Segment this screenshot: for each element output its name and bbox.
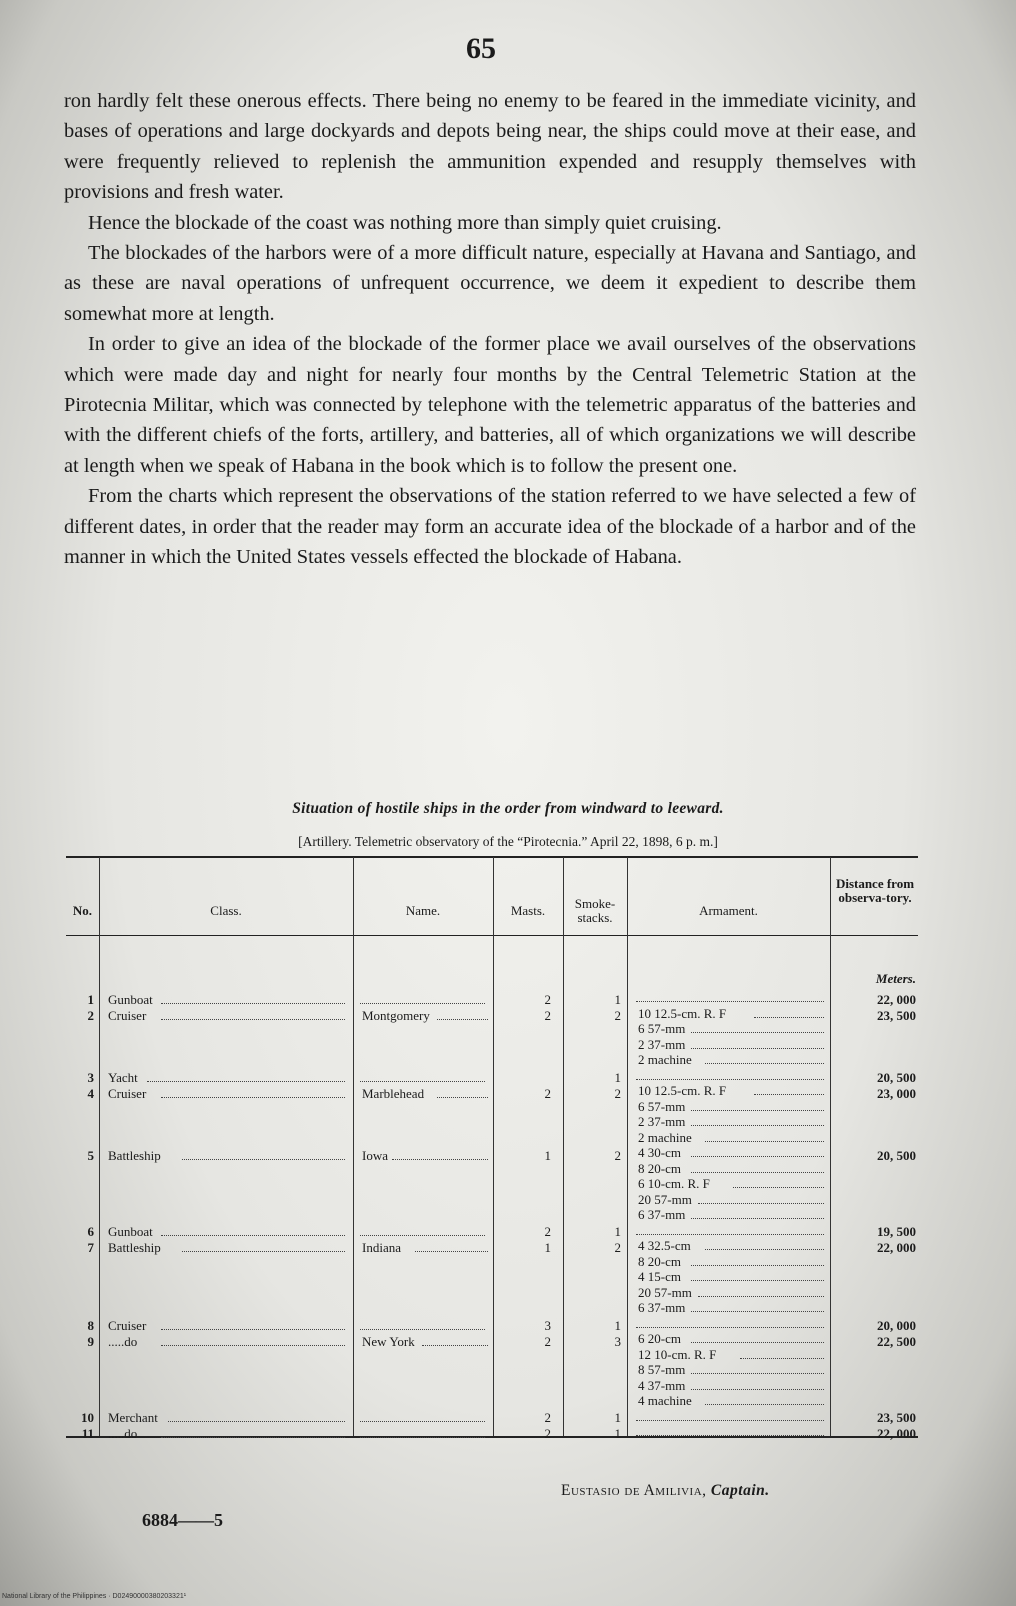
- armament-line: 12 10-cm. R. F: [638, 1346, 717, 1362]
- armament-line: 8 20-cm: [638, 1160, 681, 1176]
- armament-line: 20 57-mm: [638, 1284, 692, 1300]
- row-class: .....do: [108, 1334, 138, 1349]
- header-armament: Armament.: [699, 903, 758, 918]
- dot-leader: [636, 1079, 824, 1080]
- row-number: 11: [81, 1426, 94, 1441]
- dot-leader: [698, 1296, 824, 1297]
- dot-leader: [691, 1048, 824, 1049]
- body-text: [64, 86, 916, 573]
- row-name: Marblehead: [362, 1086, 425, 1101]
- armament-line: 6 37-mm: [638, 1300, 686, 1315]
- armament-line: 8 57-mm: [638, 1362, 686, 1377]
- table-top-rule: [66, 856, 918, 858]
- row-class: Cruiser: [108, 1008, 147, 1023]
- dot-leader: [636, 1420, 824, 1421]
- dot-leader: [691, 1172, 824, 1173]
- row-class: .....do: [108, 1426, 138, 1441]
- header-smokestacks: Smoke-stacks.: [574, 896, 616, 925]
- dot-leader: [360, 1003, 485, 1004]
- dot-leader: [392, 1159, 488, 1160]
- dot-leader: [636, 1327, 824, 1328]
- dot-leader: [161, 1003, 345, 1004]
- row-number: 10: [81, 1410, 94, 1425]
- row-class: Gunboat: [108, 1224, 153, 1239]
- distance-unit: Meters.: [875, 971, 916, 986]
- dot-leader: [636, 1435, 824, 1436]
- row-smokestacks: 1: [614, 1070, 621, 1085]
- table-header-rule: [66, 935, 918, 936]
- armament-line: 2 machine: [638, 1052, 692, 1067]
- row-class: Gunboat: [108, 992, 153, 1007]
- row-distance: 22, 500: [877, 1334, 916, 1349]
- dot-leader: [705, 1141, 824, 1142]
- armament-line: 4 37-mm: [638, 1377, 686, 1393]
- dot-leader: [360, 1081, 485, 1082]
- row-name: New York: [362, 1334, 415, 1349]
- row-name: Iowa: [362, 1148, 388, 1163]
- dot-leader: [636, 1234, 824, 1235]
- dot-leader: [740, 1358, 824, 1359]
- armament-line: 6 20-cm: [638, 1331, 681, 1346]
- row-smokestacks: 1: [614, 992, 621, 1007]
- signature-name: Eustasio de Amilivia,: [561, 1482, 707, 1499]
- dot-leader: [161, 1329, 345, 1330]
- dot-leader: [360, 1421, 485, 1422]
- row-masts: 2: [544, 1410, 551, 1425]
- dot-leader: [705, 1063, 824, 1064]
- table-subtitle: [Artillery. Telemetric observatory of the “Pirotecnia.” April 22, 1898, 6 p. m.]: [298, 834, 718, 849]
- row-class: Battleship: [108, 1148, 161, 1163]
- row-smokestacks: 1: [614, 1426, 621, 1441]
- row-number: 4: [87, 1086, 94, 1101]
- row-distance: 20, 000: [877, 1318, 916, 1333]
- dot-leader: [182, 1251, 345, 1252]
- armament-line: 4 15-cm: [638, 1269, 681, 1284]
- header-distance: Distance from observa-tory.: [835, 876, 915, 905]
- row-masts: 2: [544, 992, 551, 1007]
- row-number: 6: [87, 1224, 94, 1239]
- dot-leader: [168, 1421, 345, 1422]
- header-masts: Masts.: [510, 903, 546, 918]
- row-number: 1: [87, 992, 94, 1007]
- row-number: 9: [87, 1334, 94, 1349]
- page-number: 65: [466, 32, 496, 65]
- header-name: Name.: [405, 903, 441, 918]
- armament-line: 6 10-cm. R. F: [638, 1176, 710, 1191]
- dot-leader: [691, 1280, 824, 1281]
- column-divider: [627, 857, 628, 1436]
- dot-leader: [147, 1081, 345, 1082]
- dot-leader: [691, 1389, 824, 1390]
- dot-leader: [691, 1156, 824, 1157]
- dot-leader: [733, 1187, 824, 1188]
- row-class: Yacht: [108, 1070, 138, 1085]
- dot-leader: [161, 1097, 345, 1098]
- paragraph-3: The blockades of the harbors were of a more difficult nature, especially at Havana and Santiago, and as these are naval operations of unfrequent occurrence, we deem it expedient to describe them somewhat more at length.: [64, 242, 916, 325]
- armament-line: 2 37-mm: [638, 1036, 686, 1052]
- row-number: 8: [87, 1318, 94, 1333]
- dot-leader: [691, 1218, 824, 1219]
- dot-leader: [691, 1032, 824, 1033]
- row-class: Cruiser: [108, 1318, 147, 1333]
- row-masts: 2: [544, 1426, 551, 1441]
- row-masts: 2: [544, 1334, 551, 1349]
- armament-line: 4 30-cm: [638, 1145, 681, 1160]
- row-number: 2: [87, 1008, 94, 1023]
- paragraph-4: In order to give an idea of the blockade of the former place we avail ourselves of the observations which were made day and night for nearly four months by the Central Telemetric Station at the Pirotecnia Militar, which was connected by telephone with the telemetric apparatus of the batteries and with the different chiefs of the forts, artillery, and batteries, all of which organizations we will describe at length when we speak of Habana in the book which is to follow the present one.: [64, 333, 916, 477]
- armament-line: 2 machine: [638, 1129, 692, 1145]
- armament-line: 8 20-cm: [638, 1253, 681, 1269]
- armament-line: 4 32.5-cm: [638, 1238, 691, 1253]
- dot-leader: [691, 1265, 824, 1266]
- library-stamp: National Library of the Philippines · D02490000380203321¹: [2, 1593, 187, 1600]
- armament-line: 6 57-mm: [638, 1021, 686, 1036]
- row-smokestacks: 2: [614, 1008, 621, 1023]
- dot-leader: [415, 1251, 489, 1252]
- header-no: No.: [72, 903, 93, 918]
- row-distance: 19, 500: [877, 1224, 916, 1239]
- table-title: Situation of hostile ships in the order from windward to leeward.: [292, 800, 724, 817]
- row-name: Montgomery: [362, 1008, 430, 1023]
- header-class: Class.: [210, 903, 242, 918]
- dot-leader: [691, 1110, 824, 1111]
- dot-leader: [360, 1437, 485, 1438]
- row-distance: 22, 000: [877, 1240, 916, 1255]
- armament-line: 6 57-mm: [638, 1098, 686, 1114]
- paragraph-5: From the charts which represent the observations of the station referred to we have selected a few of different dates, in order that the reader may form an accurate idea of the blockade of a harbor and of the manner in which the United States vessels effected the blockade of Habana.: [64, 485, 916, 569]
- row-class: Merchant: [108, 1410, 158, 1425]
- row-number: 7: [87, 1240, 94, 1255]
- row-smokestacks: 3: [614, 1334, 621, 1349]
- row-class: Battleship: [108, 1240, 161, 1255]
- paragraph-2: Hence the blockade of the coast was nothing more than simply quiet cruising.: [88, 211, 722, 234]
- dot-leader: [437, 1019, 488, 1020]
- row-distance: 20, 500: [877, 1070, 916, 1085]
- column-divider: [830, 857, 831, 1436]
- row-number: 5: [87, 1148, 94, 1163]
- row-masts: 3: [544, 1318, 551, 1333]
- dot-leader: [691, 1373, 824, 1374]
- dot-leader: [691, 1342, 824, 1343]
- dot-leader: [161, 1235, 345, 1236]
- dot-leader: [360, 1329, 485, 1330]
- armament-line: 4 machine: [638, 1393, 692, 1408]
- row-smokestacks: 2: [614, 1148, 621, 1163]
- row-smokestacks: 1: [614, 1224, 621, 1239]
- dot-leader: [636, 1001, 824, 1002]
- row-smokestacks: 1: [614, 1318, 621, 1333]
- row-smokestacks: 2: [614, 1086, 621, 1101]
- column-divider: [99, 857, 100, 1436]
- row-masts: 1: [544, 1240, 551, 1255]
- armament-line: 10 12.5-cm. R. F: [638, 1005, 727, 1021]
- row-name: Indiana: [362, 1240, 401, 1255]
- dot-leader: [161, 1019, 345, 1020]
- row-distance: 22, 000: [877, 992, 916, 1007]
- signature-title: Captain.: [710, 1482, 770, 1499]
- row-smokestacks: 2: [614, 1240, 621, 1255]
- dot-leader: [754, 1094, 824, 1095]
- armament-line: 20 57-mm: [638, 1191, 692, 1207]
- row-masts: 2: [544, 1086, 551, 1101]
- dot-leader: [161, 1345, 345, 1346]
- dot-leader: [698, 1203, 824, 1204]
- dot-leader: [437, 1097, 488, 1098]
- column-divider: [353, 857, 354, 1436]
- row-class: Cruiser: [108, 1086, 147, 1101]
- dot-leader: [182, 1159, 345, 1160]
- row-masts: 2: [544, 1008, 551, 1023]
- paragraph-1: ron hardly felt these onerous effects. There being no enemy to be feared in the immediate vicinity, and bases of operations and large dockyards and depots being near, the ships could move at their ease, and were frequently relieved to replenish the ammunition expended and resupply themselves with provisions and fresh water.: [64, 90, 916, 204]
- row-masts: 2: [544, 1224, 551, 1239]
- dot-leader: [705, 1404, 824, 1405]
- dot-leader: [691, 1125, 824, 1126]
- armament-line: 2 37-mm: [638, 1114, 686, 1129]
- armament-line: 6 37-mm: [638, 1207, 686, 1222]
- row-distance: 23, 500: [877, 1410, 916, 1425]
- row-distance: 23, 500: [877, 1008, 916, 1023]
- row-smokestacks: 1: [614, 1410, 621, 1425]
- dot-leader: [705, 1249, 824, 1250]
- footer-signature-mark: 6884——5: [142, 1510, 223, 1530]
- row-masts: 1: [544, 1148, 551, 1163]
- dot-leader: [360, 1235, 485, 1236]
- signature: [561, 1482, 770, 1500]
- dot-leader: [691, 1311, 824, 1312]
- row-distance: 23, 000: [877, 1086, 916, 1101]
- dot-leader: [422, 1345, 488, 1346]
- row-number: 3: [87, 1070, 94, 1085]
- row-distance: 22, 000: [877, 1426, 916, 1441]
- dot-leader: [754, 1017, 824, 1018]
- dot-leader: [161, 1437, 345, 1438]
- armament-line: 10 12.5-cm. R. F: [638, 1083, 727, 1098]
- row-distance: 20, 500: [877, 1148, 916, 1163]
